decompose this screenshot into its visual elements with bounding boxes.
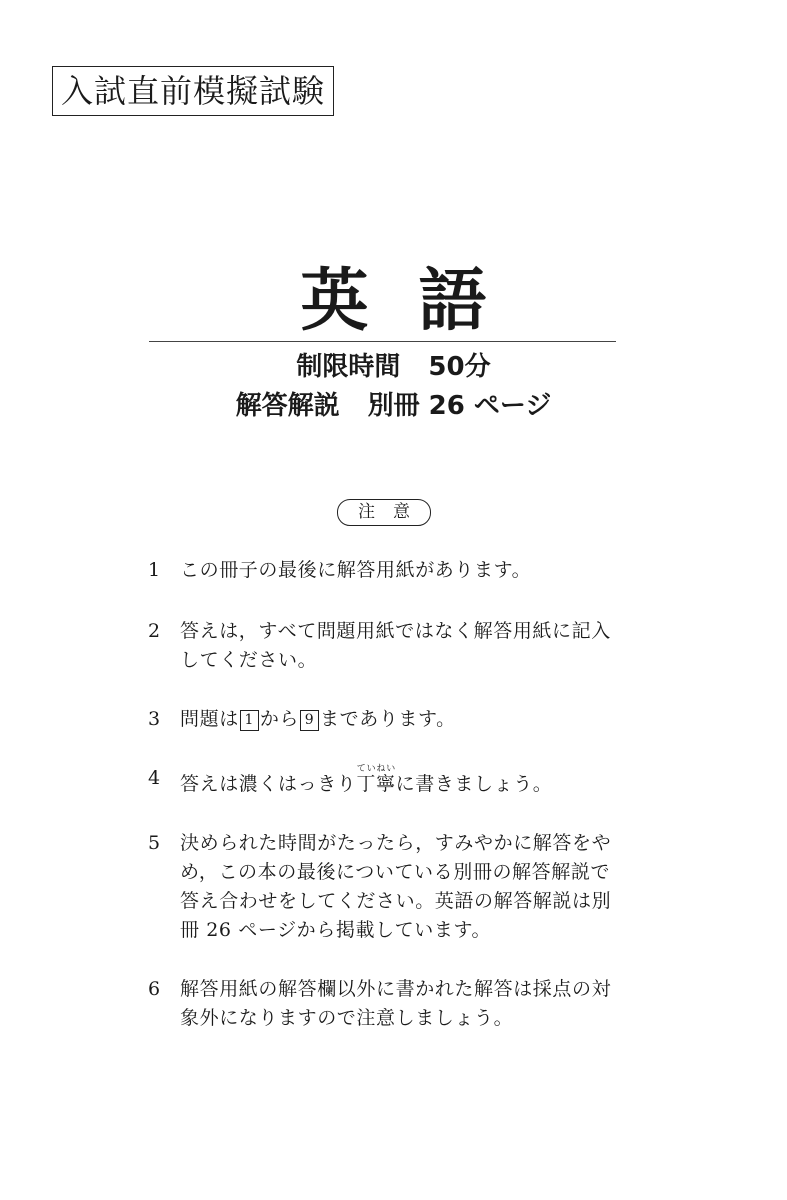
- exam-label: 入試直前模擬試験: [52, 66, 334, 116]
- title-divider: [149, 341, 616, 342]
- notice-item: [148, 829, 618, 945]
- notice-badge: 注意: [337, 499, 431, 526]
- notice-item-number: 4: [148, 767, 161, 789]
- notice-item: [148, 975, 618, 1033]
- notice-item: [148, 764, 618, 799]
- notice-item-number: 2: [148, 620, 161, 642]
- notice-text-segment: 答えは濃くはっきり: [180, 773, 357, 795]
- ruby-base: 丁寧: [356, 773, 396, 795]
- answer-location-line: [0, 389, 787, 423]
- notice-list: [148, 556, 618, 1033]
- time-limit-value: 50分: [428, 352, 491, 382]
- notice-item-text: [180, 705, 618, 734]
- time-limit-line: [0, 350, 787, 384]
- notice-item-number: 5: [148, 832, 161, 854]
- notice-item-text: 決められた時間がたったら，すみやかに解答をやめ，この本の最後についている別冊の解答解説で答え合わせをしてください。英語の解答解説は別冊 26 ページから掲載しています。: [180, 832, 612, 941]
- question-start-box: 1: [240, 710, 259, 731]
- notice-item-number: 1: [148, 559, 161, 581]
- question-end-box: 9: [300, 710, 319, 731]
- notice-item-text: [180, 764, 618, 799]
- notice-item-text: 解答用紙の解答欄以外に書かれた解答は採点の対象外になりますので注意しましょう。: [180, 978, 612, 1029]
- notice-text-segment: から: [259, 708, 300, 730]
- notice-item-text: 答えは，すべて問題用紙ではなく解答用紙に記入してください。: [180, 620, 611, 671]
- answers-location: 別冊 26 ページ: [367, 391, 552, 421]
- notice-text-segment: 問題は: [180, 708, 239, 730]
- notice-item-text: この冊子の最後に解答用紙があります。: [180, 559, 532, 581]
- answers-label: 解答解説: [235, 391, 340, 421]
- ruby-reading: ていねい: [356, 764, 396, 774]
- notice-item: [148, 556, 618, 585]
- notice-text-segment: に書きましょう。: [395, 773, 553, 795]
- notice-item-number: 3: [148, 708, 161, 730]
- notice-text-segment: まであります。: [320, 708, 456, 730]
- notice-item: [148, 617, 618, 675]
- time-limit-label: 制限時間: [296, 352, 401, 382]
- furigana-word: [356, 764, 396, 795]
- notice-item-number: 6: [148, 978, 161, 1000]
- notice-item: [148, 705, 618, 734]
- subject-title: 英語: [300, 262, 537, 341]
